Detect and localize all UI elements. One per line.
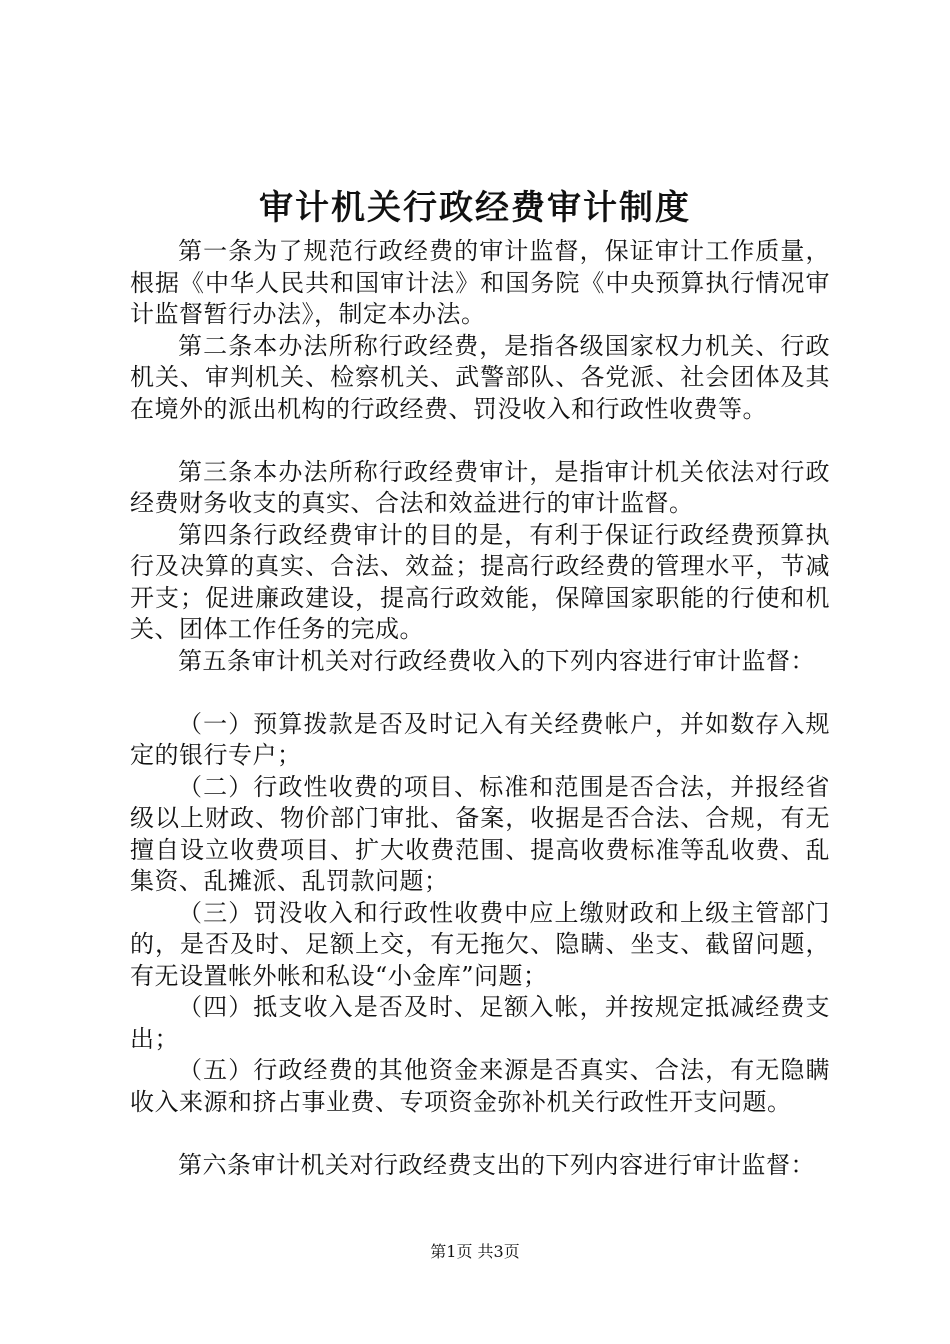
paragraph-article-4: 第四条行政经费审计的目的是，有利于保证行政经费预算执行及决算的真实、合法、效益；提高行政经费的管理水平，节减开支；促进廉政建设，提高行政效能，保障国家职能的行使和机关、团体工作任务的完成。 bbox=[130, 520, 830, 643]
page-number-footer: 第1页 共3页 bbox=[430, 1242, 520, 1261]
paragraph-item-5: （五）行政经费的其他资金来源是否真实、合法，有无隐瞒收入来源和挤占事业费、专项资金弥补机关行政性开支问题。 bbox=[130, 1056, 830, 1116]
document-body bbox=[130, 236, 830, 1181]
paragraph-article-1: 第一条为了规范行政经费的审计监督，保证审计工作质量，根据《中华人民共和国审计法》和国务院《中央预算执行情况审计监督暂行办法》，制定本办法。 bbox=[130, 237, 830, 328]
paragraph-item-1: （一）预算拨款是否及时记入有关经费帐户，并如数存入规定的银行专户； bbox=[130, 709, 830, 769]
document-title: 审计机关行政经费审计制度 bbox=[259, 188, 691, 228]
paragraph-item-2: （二）行政性收费的项目、标准和范围是否合法，并报经省级以上财政、物价部门审批、备案，收据是否合法、合规，有无擅自设立收费项目、扩大收费范围、提高收费标准等乱收费、乱集资、乱摊派、乱罚款问题； bbox=[130, 772, 830, 895]
paragraph-item-4: （四）抵支收入是否及时、足额入帐，并按规定抵减经费支出； bbox=[130, 993, 830, 1053]
paragraph-article-6: 第六条审计机关对行政经费支出的下列内容进行审计监督： bbox=[178, 1150, 815, 1179]
paragraph-item-3: （三）罚没收入和行政性收费中应上缴财政和上级主管部门的，是否及时、足额上交，有无拖欠、隐瞒、坐支、截留问题，有无设置帐外帐和私设“小金库”问题； bbox=[130, 898, 830, 990]
paragraph-article-2: 第二条本办法所称行政经费，是指各级国家权力机关、行政机关、审判机关、检察机关、武警部队、各党派、社会团体及其在境外的派出机构的行政经费、罚没收入和行政性收费等。 bbox=[130, 331, 830, 423]
paragraph-article-3: 第三条本办法所称行政经费审计，是指审计机关依法对行政经费财务收支的真实、合法和效益进行的审计监督。 bbox=[130, 457, 830, 517]
paragraph-article-5: 第五条审计机关对行政经费收入的下列内容进行审计监督： bbox=[178, 646, 815, 675]
